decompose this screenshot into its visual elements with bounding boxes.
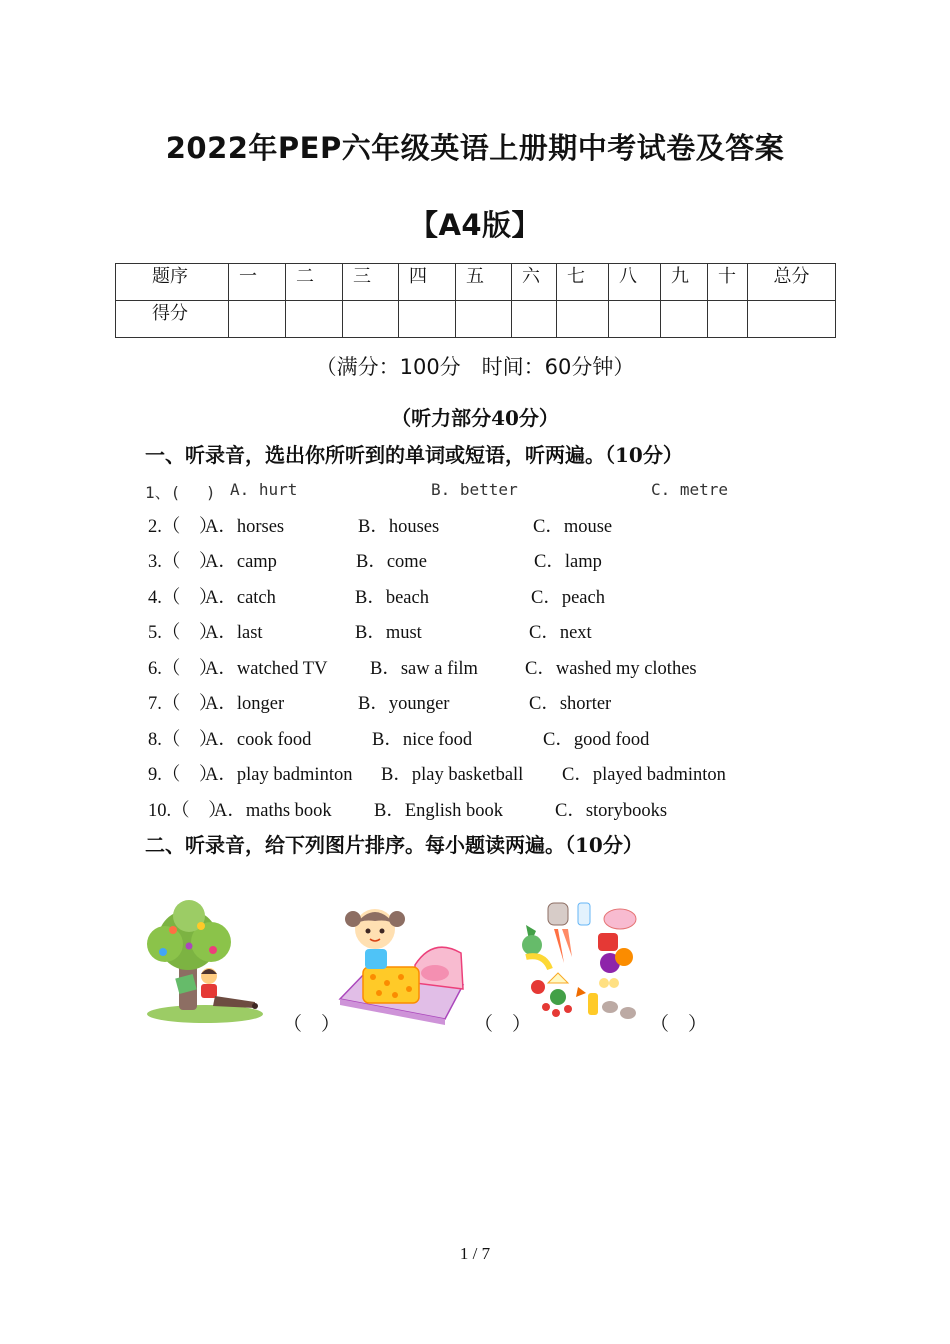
score-header-cell: 十 (708, 264, 748, 301)
tree-reading-picture (143, 900, 283, 1025)
score-table-header-row (116, 264, 836, 301)
question-10-number: 10.（ ） (148, 801, 227, 821)
score-header-cell: 总分 (748, 264, 836, 301)
score-header-cell: 题序 (116, 264, 229, 301)
score-header-cell: 七 (557, 264, 609, 301)
question-3-option-a[interactable]: A．camp (205, 552, 277, 572)
score-header-cell: 五 (456, 264, 512, 301)
question-7-option-b[interactable]: B．younger (358, 694, 450, 714)
question-9-option-b[interactable]: B．play basketball (381, 765, 524, 785)
score-header-cell: 六 (512, 264, 557, 301)
question-6-number: 6.（ ） (148, 659, 218, 679)
question-4-option-b[interactable]: B．beach (355, 588, 429, 608)
score-cell[interactable] (708, 301, 748, 338)
picture-2-blank[interactable]: （ ） (474, 1014, 532, 1035)
score-header-cell: 八 (609, 264, 661, 301)
question-6-option-a[interactable]: A．watched TV (205, 659, 328, 679)
picture-3-blank[interactable]: （ ） (650, 1014, 708, 1035)
page-subtitle: 【A4版】 (408, 208, 542, 242)
question-1-option-b[interactable]: B. better (431, 480, 518, 499)
score-header-cell: 九 (661, 264, 708, 301)
question-9-number: 9.（ ） (148, 765, 218, 785)
section1-heading: 一、听录音，选出你所听到的单词或短语，听两遍。（10分） (145, 443, 683, 467)
question-3-option-c[interactable]: C．lamp (534, 552, 602, 572)
question-4-option-a[interactable]: A．catch (205, 588, 276, 608)
score-table-score-row (116, 301, 836, 338)
question-8-option-b[interactable]: B．nice food (372, 730, 473, 750)
question-3-number: 3.（ ） (148, 552, 218, 572)
question-5-option-b[interactable]: B．must (355, 623, 422, 643)
question-1-number: 1、( ) (145, 483, 216, 502)
question-5-number: 5.（ ） (148, 623, 218, 643)
exam-meta: （满分：100分 时间：60分钟） (315, 355, 635, 379)
question-1-option-a[interactable]: A. hurt (230, 480, 298, 499)
question-8-option-c[interactable]: C．good food (543, 730, 650, 750)
question-8-number: 8.（ ） (148, 730, 218, 750)
score-cell[interactable] (512, 301, 557, 338)
score-cell[interactable] (343, 301, 399, 338)
question-8-option-a[interactable]: A．cook food (205, 730, 312, 750)
question-2-option-c[interactable]: C．mouse (533, 517, 613, 537)
question-5-option-c[interactable]: C．next (529, 623, 592, 643)
question-9-option-c[interactable]: C．played badminton (562, 765, 726, 785)
section2-heading: 二、听录音，给下列图片排序。每小题读两遍。（10分） (145, 833, 643, 857)
question-10-option-a[interactable]: A．maths book (214, 801, 332, 821)
question-6-option-b[interactable]: B．saw a film (370, 659, 478, 679)
score-header-cell: 二 (286, 264, 343, 301)
question-2-number: 2.（ ） (148, 517, 218, 537)
question-6-option-c[interactable]: C．washed my clothes (525, 659, 697, 679)
page-title: 2022年PEP六年级英语上册期中考试卷及答案 (165, 131, 785, 165)
score-header-cell: 三 (343, 264, 399, 301)
score-cell[interactable] (399, 301, 456, 338)
question-4-option-c[interactable]: C．peach (531, 588, 605, 608)
score-header-cell: 四 (399, 264, 456, 301)
question-5-option-a[interactable]: A．last (205, 623, 263, 643)
question-4-number: 4.（ ） (148, 588, 218, 608)
question-10-option-c[interactable]: C．storybooks (555, 801, 668, 821)
girl-bed-picture (335, 903, 470, 1027)
page-number: 1 / 7 (459, 1244, 491, 1263)
question-9-option-a[interactable]: A．play badminton (205, 765, 353, 785)
score-cell[interactable] (748, 301, 836, 338)
score-cell[interactable] (661, 301, 708, 338)
score-row-label: 得分 (116, 301, 229, 338)
question-1-option-c[interactable]: C. metre (651, 480, 729, 499)
score-cell[interactable] (557, 301, 609, 338)
listening-part-label: （听力部分40分） (391, 406, 559, 430)
question-10-option-b[interactable]: B．English book (374, 801, 503, 821)
picture-1-blank[interactable]: （ ） (283, 1014, 341, 1035)
question-3-option-b[interactable]: B．come (356, 552, 427, 572)
question-2-option-b[interactable]: B．houses (358, 517, 440, 537)
score-cell[interactable] (229, 301, 286, 338)
score-table (115, 263, 836, 338)
question-7-option-a[interactable]: A．longer (205, 694, 285, 714)
score-cell[interactable] (286, 301, 343, 338)
score-cell[interactable] (609, 301, 661, 338)
question-2-option-a[interactable]: A．horses (205, 517, 285, 537)
question-7-option-c[interactable]: C．shorter (529, 694, 612, 714)
score-cell[interactable] (456, 301, 512, 338)
food-picture (518, 899, 642, 1025)
question-7-number: 7.（ ） (148, 694, 218, 714)
score-header-cell: 一 (229, 264, 286, 301)
